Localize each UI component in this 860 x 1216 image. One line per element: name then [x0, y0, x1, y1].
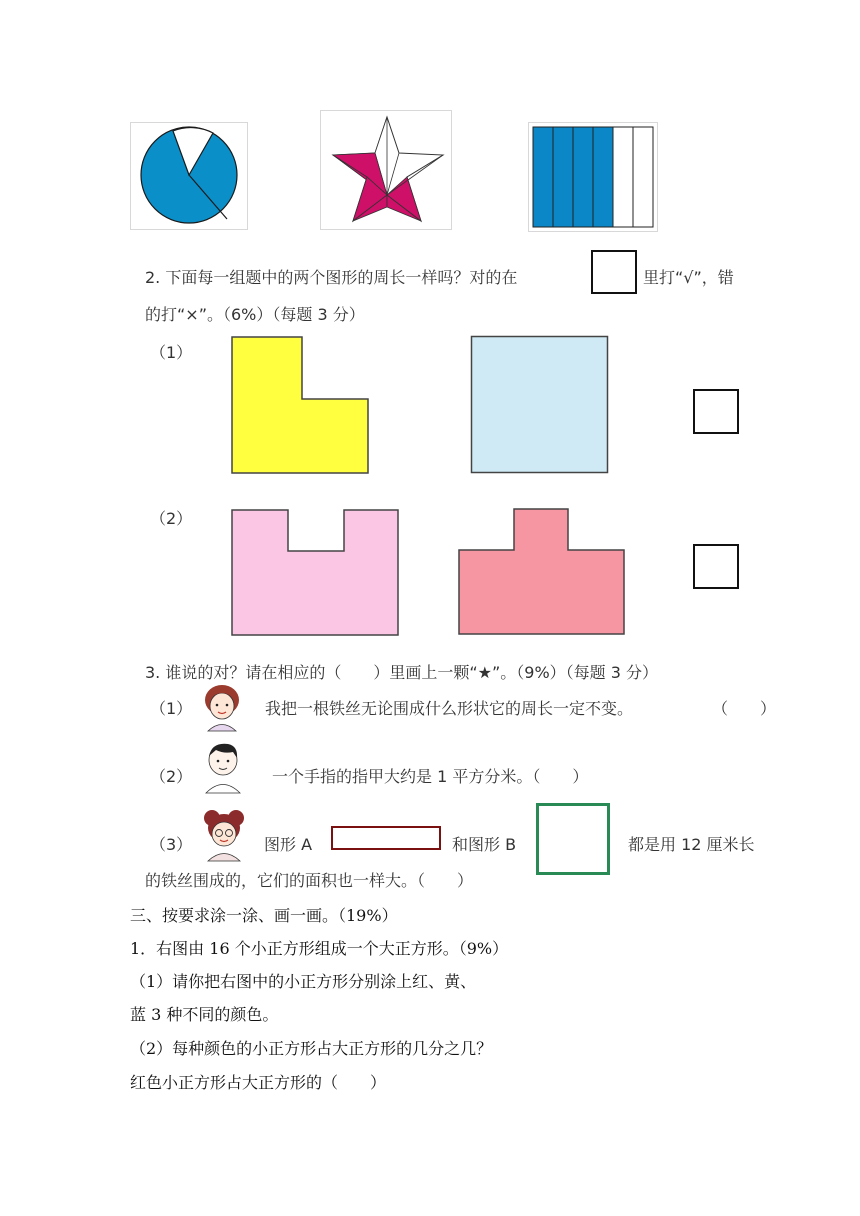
- q2-text-line1-b: 里打“√”，错: [643, 268, 734, 287]
- q2-item1-answer-box[interactable]: [693, 389, 739, 434]
- q3-item1-text: 我把一根铁丝无论围成什么形状它的周长一定不变。: [265, 699, 634, 718]
- q2-item2-label: （2）: [150, 509, 193, 528]
- figure-a-rectangle: [331, 826, 441, 850]
- q3-item1-paren[interactable]: （ ）: [712, 699, 777, 718]
- q3-title: 3. 谁说的对？请在相应的（ ）里画上一颗“★”。（9%）（每题 3 分）: [145, 663, 659, 682]
- q2-text-line1-a: 下面每一组题中的两个图形的周长一样吗？对的在: [165, 268, 518, 287]
- q2-item2-answer-box[interactable]: [693, 544, 739, 589]
- q3-item3-text-b: 和图形 B: [452, 835, 517, 854]
- section3-line5: 红色小正方形占大正方形的（ ）: [130, 1073, 387, 1092]
- q2-item2-shape-a: [230, 508, 400, 638]
- q3-item3-label: （3）: [150, 835, 193, 854]
- section3-line3: 蓝 3 种不同的颜色。: [130, 1005, 279, 1024]
- star-fraction-diagram: [321, 111, 451, 229]
- q3-item2-text: 一个手指的指甲大约是 1 平方分米。（ ）: [272, 767, 589, 786]
- q2-line1: [145, 265, 517, 288]
- bar-fraction-diagram: [529, 123, 657, 231]
- q3-item3-text-line2: 的铁丝围成的，它们的面积也一样大。（ ）: [145, 871, 474, 890]
- q2-item1-shape-b: [470, 335, 610, 475]
- q3-item2-label: （2）: [150, 767, 193, 786]
- q3-item1-label: （1）: [150, 699, 193, 718]
- girl-glasses-avatar-icon: [198, 806, 250, 862]
- circle-fraction-diagram: [131, 123, 247, 229]
- star-figure: [320, 110, 452, 230]
- bar-figure: [528, 122, 658, 232]
- q2-number: 2.: [145, 268, 161, 287]
- q2-item1-label: （1）: [150, 343, 193, 362]
- circle-figure: [130, 122, 248, 230]
- section3-title: 三、按要求涂一涂、画一画。（19%）: [130, 906, 398, 925]
- boy-avatar-icon: [198, 740, 248, 794]
- section3-line4: （2）每种颜色的小正方形占大正方形的几分之几？: [130, 1039, 493, 1058]
- section3-line2: （1）请你把右图中的小正方形分别涂上红、黄、: [130, 972, 477, 991]
- q2-item2-shape-b: [457, 507, 627, 637]
- q2-example-box: [591, 250, 637, 294]
- figure-b-square: [536, 803, 610, 875]
- q2-item1-shape-a: [230, 335, 370, 475]
- section3-line1: 1．右图由 16 个小正方形组成一个大正方形。（9%）: [130, 939, 509, 958]
- q2-text-line2: 的打“×”。（6%）（每题 3 分）: [145, 305, 365, 324]
- girl-avatar-icon: [198, 682, 246, 732]
- q3-item3-text-a: 图形 A: [264, 835, 313, 854]
- q3-item3-text-c: 都是用 12 厘米长: [628, 835, 755, 854]
